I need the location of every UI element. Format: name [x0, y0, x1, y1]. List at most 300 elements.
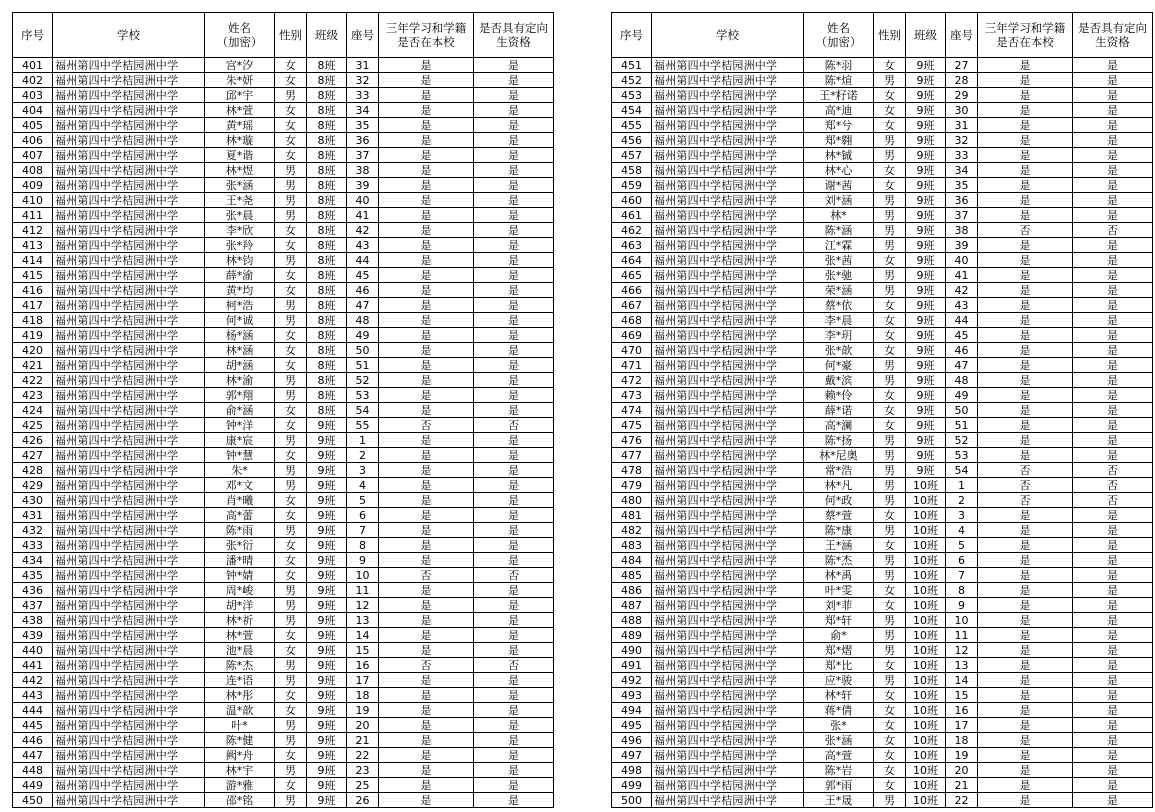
- cell-gender: 女: [874, 688, 906, 703]
- cell-enrolled: 是: [978, 133, 1073, 148]
- cell-qualified: 是: [474, 673, 554, 688]
- student-table-right: [611, 12, 1153, 808]
- cell-qualified: 是: [1073, 313, 1153, 328]
- cell-seat: 44: [946, 313, 978, 328]
- cell-enrolled: 是: [379, 133, 474, 148]
- cell-seat: 15: [946, 688, 978, 703]
- cell-gender: 女: [874, 298, 906, 313]
- cell-class: 9班: [307, 553, 347, 568]
- cell-class: 9班: [906, 403, 946, 418]
- cell-seat: 40: [946, 253, 978, 268]
- cell-seat: 1: [347, 433, 379, 448]
- table-row: [612, 103, 1153, 118]
- table-row: [13, 523, 554, 538]
- cell-school: 福州第四中学桔园洲中学: [652, 268, 804, 283]
- cell-name: 林*祈: [205, 613, 275, 628]
- cell-enrolled: 是: [978, 553, 1073, 568]
- cell-seq: 407: [13, 148, 53, 163]
- cell-qualified: 是: [1073, 193, 1153, 208]
- cell-qualified: 是: [1073, 103, 1153, 118]
- cell-seq: 443: [13, 688, 53, 703]
- cell-class: 8班: [307, 253, 347, 268]
- cell-qualified: 是: [474, 718, 554, 733]
- cell-gender: 男: [275, 433, 307, 448]
- cell-qualified: 是: [1073, 553, 1153, 568]
- cell-name: 陈*扬: [804, 433, 874, 448]
- cell-enrolled: 否: [379, 418, 474, 433]
- cell-name: 俞*涵: [205, 403, 275, 418]
- cell-qualified: 是: [1073, 718, 1153, 733]
- cell-school: 福州第四中学桔园洲中学: [652, 118, 804, 133]
- cell-seat: 49: [946, 388, 978, 403]
- cell-gender: 女: [874, 253, 906, 268]
- cell-enrolled: 是: [978, 703, 1073, 718]
- cell-enrolled: 是: [978, 118, 1073, 133]
- cell-class: 8班: [307, 58, 347, 73]
- cell-name: 林*煜: [205, 163, 275, 178]
- table-row: [13, 313, 554, 328]
- cell-enrolled: 否: [978, 223, 1073, 238]
- cell-class: 8班: [307, 118, 347, 133]
- cell-class: 9班: [906, 418, 946, 433]
- cell-qualified: 是: [1073, 583, 1153, 598]
- cell-enrolled: 是: [978, 163, 1073, 178]
- cell-name: 张*衍: [205, 538, 275, 553]
- cell-name: 何*诚: [205, 313, 275, 328]
- cell-qualified: 是: [1073, 358, 1153, 373]
- cell-seq: 476: [612, 433, 652, 448]
- cell-qualified: 是: [474, 268, 554, 283]
- cell-name: 林*心: [804, 163, 874, 178]
- cell-enrolled: 是: [379, 148, 474, 163]
- cell-school: 福州第四中学桔园洲中学: [652, 148, 804, 163]
- cell-seq: 474: [612, 403, 652, 418]
- table-row: [13, 298, 554, 313]
- cell-seat: 35: [347, 118, 379, 133]
- table-row: [13, 388, 554, 403]
- cell-school: 福州第四中学桔园洲中学: [652, 403, 804, 418]
- cell-seq: 479: [612, 478, 652, 493]
- cell-enrolled: 是: [978, 718, 1073, 733]
- cell-qualified: 是: [474, 628, 554, 643]
- cell-seat: 28: [946, 73, 978, 88]
- cell-name: 张*涵: [205, 178, 275, 193]
- cell-enrolled: 是: [379, 538, 474, 553]
- cell-enrolled: 否: [379, 568, 474, 583]
- cell-seq: 487: [612, 598, 652, 613]
- cell-seat: 46: [347, 283, 379, 298]
- cell-name: 林*禹: [804, 568, 874, 583]
- table-row: [612, 358, 1153, 373]
- header-gender: 性别: [275, 13, 307, 58]
- cell-gender: 女: [275, 103, 307, 118]
- cell-gender: 女: [275, 643, 307, 658]
- cell-class: 8班: [307, 313, 347, 328]
- cell-seq: 497: [612, 748, 652, 763]
- cell-seat: 8: [347, 538, 379, 553]
- table-row: [612, 433, 1153, 448]
- cell-seat: 55: [347, 418, 379, 433]
- cell-seat: 52: [946, 433, 978, 448]
- cell-gender: 女: [275, 688, 307, 703]
- cell-class: 9班: [906, 88, 946, 103]
- cell-enrolled: 是: [379, 523, 474, 538]
- cell-gender: 女: [275, 403, 307, 418]
- cell-name: 叶*雯: [804, 583, 874, 598]
- cell-seq: 410: [13, 193, 53, 208]
- cell-seat: 39: [347, 178, 379, 193]
- cell-seat: 16: [946, 703, 978, 718]
- cell-seq: 427: [13, 448, 53, 463]
- cell-qualified: 是: [1073, 373, 1153, 388]
- cell-enrolled: 是: [978, 103, 1073, 118]
- table-row: [13, 598, 554, 613]
- cell-seq: 405: [13, 118, 53, 133]
- cell-gender: 女: [275, 553, 307, 568]
- cell-qualified: 是: [1073, 433, 1153, 448]
- cell-qualified: 是: [1073, 688, 1153, 703]
- cell-school: 福州第四中学桔园洲中学: [652, 163, 804, 178]
- cell-seat: 11: [946, 628, 978, 643]
- cell-class: 9班: [307, 778, 347, 793]
- cell-name: 林*璇: [205, 133, 275, 148]
- cell-seat: 3: [347, 463, 379, 478]
- cell-enrolled: 是: [379, 388, 474, 403]
- cell-enrolled: 是: [978, 628, 1073, 643]
- cell-seat: 52: [347, 373, 379, 388]
- cell-name: 张*: [804, 718, 874, 733]
- cell-qualified: 是: [474, 328, 554, 343]
- cell-seat: 3: [946, 508, 978, 523]
- cell-seq: 489: [612, 628, 652, 643]
- cell-seat: 42: [946, 283, 978, 298]
- table-row: [13, 433, 554, 448]
- cell-school: 福州第四中学桔园洲中学: [53, 193, 205, 208]
- cell-school: 福州第四中学桔园洲中学: [652, 328, 804, 343]
- cell-gender: 女: [874, 508, 906, 523]
- table-row: [612, 748, 1153, 763]
- cell-school: 福州第四中学桔园洲中学: [652, 793, 804, 808]
- cell-seat: 45: [347, 268, 379, 283]
- table-row: [13, 673, 554, 688]
- cell-seat: 7: [347, 523, 379, 538]
- table-row: [13, 643, 554, 658]
- cell-gender: 女: [874, 658, 906, 673]
- cell-seat: 1: [946, 478, 978, 493]
- cell-seat: 12: [347, 598, 379, 613]
- cell-name: 张*茜: [804, 253, 874, 268]
- cell-class: 9班: [307, 643, 347, 658]
- cell-class: 10班: [906, 553, 946, 568]
- cell-school: 福州第四中学桔园洲中学: [53, 508, 205, 523]
- header-name: 姓名 （加密）: [804, 13, 874, 58]
- cell-qualified: 是: [474, 133, 554, 148]
- cell-class: 9班: [906, 73, 946, 88]
- cell-qualified: 否: [474, 418, 554, 433]
- cell-seat: 47: [347, 298, 379, 313]
- table-row: [612, 493, 1153, 508]
- cell-seat: 21: [946, 778, 978, 793]
- cell-seq: 435: [13, 568, 53, 583]
- table-row: [612, 208, 1153, 223]
- cell-enrolled: 是: [379, 688, 474, 703]
- cell-seat: 43: [946, 298, 978, 313]
- cell-enrolled: 否: [978, 463, 1073, 478]
- cell-class: 9班: [906, 253, 946, 268]
- cell-class: 8班: [307, 343, 347, 358]
- cell-seat: 37: [347, 148, 379, 163]
- cell-enrolled: 是: [978, 253, 1073, 268]
- header-qualified: 是否具有定向 生资格: [474, 13, 554, 58]
- cell-name: 蔡*萱: [804, 508, 874, 523]
- cell-seat: 5: [347, 493, 379, 508]
- cell-class: 8班: [307, 283, 347, 298]
- table-row: [612, 373, 1153, 388]
- cell-school: 福州第四中学桔园洲中学: [652, 673, 804, 688]
- cell-qualified: 否: [474, 658, 554, 673]
- header-enrolled: 三年学习和学籍 是否在本校: [379, 13, 474, 58]
- cell-qualified: 是: [1073, 448, 1153, 463]
- table-row: [13, 283, 554, 298]
- cell-school: 福州第四中学桔园洲中学: [652, 133, 804, 148]
- cell-school: 福州第四中学桔园洲中学: [53, 703, 205, 718]
- cell-seq: 455: [612, 118, 652, 133]
- cell-class: 10班: [906, 628, 946, 643]
- cell-class: 9班: [906, 118, 946, 133]
- cell-seat: 4: [946, 523, 978, 538]
- cell-school: 福州第四中学桔园洲中学: [53, 748, 205, 763]
- cell-qualified: 是: [474, 688, 554, 703]
- cell-name: 王*晟: [804, 793, 874, 808]
- cell-seat: 29: [946, 88, 978, 103]
- cell-seat: 37: [946, 208, 978, 223]
- table-row: [13, 508, 554, 523]
- cell-seat: 15: [347, 643, 379, 658]
- cell-name: 林*宇: [205, 763, 275, 778]
- table-row: [612, 583, 1153, 598]
- cell-school: 福州第四中学桔园洲中学: [53, 658, 205, 673]
- cell-name: 林*轩: [804, 688, 874, 703]
- cell-name: 陈*羽: [804, 58, 874, 73]
- cell-seq: 471: [612, 358, 652, 373]
- cell-class: 10班: [906, 613, 946, 628]
- table-row: [612, 673, 1153, 688]
- table-row: [612, 778, 1153, 793]
- table-row: [612, 253, 1153, 268]
- cell-class: 9班: [307, 508, 347, 523]
- cell-seat: 8: [946, 583, 978, 598]
- cell-name: 李*晨: [804, 313, 874, 328]
- cell-enrolled: 是: [379, 238, 474, 253]
- table-row: [13, 613, 554, 628]
- cell-school: 福州第四中学桔园洲中学: [652, 553, 804, 568]
- header-seq: 序号: [13, 13, 53, 58]
- cell-enrolled: 是: [978, 508, 1073, 523]
- cell-seq: 428: [13, 463, 53, 478]
- cell-gender: 女: [874, 88, 906, 103]
- cell-qualified: 是: [474, 793, 554, 808]
- table-row: [612, 688, 1153, 703]
- cell-name: 何*政: [804, 493, 874, 508]
- cell-class: 9班: [906, 283, 946, 298]
- cell-qualified: 是: [474, 643, 554, 658]
- cell-school: 福州第四中学桔园洲中学: [652, 253, 804, 268]
- cell-name: 陈*涵: [804, 223, 874, 238]
- cell-gender: 女: [874, 343, 906, 358]
- cell-enrolled: 是: [379, 373, 474, 388]
- cell-seq: 419: [13, 328, 53, 343]
- cell-school: 福州第四中学桔园洲中学: [652, 433, 804, 448]
- cell-class: 8班: [307, 388, 347, 403]
- cell-seat: 31: [946, 118, 978, 133]
- cell-class: 10班: [906, 478, 946, 493]
- cell-qualified: 是: [474, 583, 554, 598]
- cell-seat: 43: [347, 238, 379, 253]
- cell-enrolled: 是: [379, 208, 474, 223]
- cell-school: 福州第四中学桔园洲中学: [652, 88, 804, 103]
- table-row: [13, 418, 554, 433]
- cell-seq: 430: [13, 493, 53, 508]
- cell-enrolled: 是: [379, 298, 474, 313]
- cell-seat: 2: [946, 493, 978, 508]
- cell-class: 8班: [307, 133, 347, 148]
- cell-class: 10班: [906, 703, 946, 718]
- cell-seat: 12: [946, 643, 978, 658]
- cell-qualified: 否: [1073, 478, 1153, 493]
- cell-class: 9班: [307, 673, 347, 688]
- table-row: [612, 463, 1153, 478]
- cell-gender: 男: [275, 598, 307, 613]
- cell-name: 邱*宇: [205, 88, 275, 103]
- cell-school: 福州第四中学桔园洲中学: [53, 778, 205, 793]
- table-row: [13, 778, 554, 793]
- cell-qualified: 是: [1073, 418, 1153, 433]
- cell-seat: 7: [946, 568, 978, 583]
- cell-enrolled: 是: [379, 223, 474, 238]
- cell-enrolled: 是: [379, 718, 474, 733]
- cell-name: 王*尧: [205, 193, 275, 208]
- table-row: [612, 643, 1153, 658]
- cell-qualified: 是: [1073, 88, 1153, 103]
- cell-seat: 21: [347, 733, 379, 748]
- table-row: [13, 238, 554, 253]
- cell-class: 9班: [307, 748, 347, 763]
- cell-enrolled: 是: [379, 673, 474, 688]
- cell-qualified: 是: [474, 283, 554, 298]
- cell-gender: 男: [275, 193, 307, 208]
- cell-gender: 女: [275, 508, 307, 523]
- table-row: [13, 118, 554, 133]
- cell-seq: 417: [13, 298, 53, 313]
- cell-school: 福州第四中学桔园洲中学: [652, 703, 804, 718]
- cell-class: 10班: [906, 643, 946, 658]
- header-class: 班级: [307, 13, 347, 58]
- cell-school: 福州第四中学桔园洲中学: [652, 73, 804, 88]
- cell-enrolled: 是: [978, 793, 1073, 808]
- cell-name: 肖*曦: [205, 493, 275, 508]
- cell-seat: 5: [946, 538, 978, 553]
- cell-school: 福州第四中学桔园洲中学: [53, 343, 205, 358]
- cell-enrolled: 是: [379, 463, 474, 478]
- cell-gender: 女: [275, 283, 307, 298]
- cell-qualified: 是: [474, 103, 554, 118]
- cell-gender: 女: [874, 403, 906, 418]
- cell-name: 江*霖: [804, 238, 874, 253]
- cell-name: 潘*晴: [205, 553, 275, 568]
- cell-seat: 49: [347, 328, 379, 343]
- table-row: [13, 733, 554, 748]
- cell-seq: 420: [13, 343, 53, 358]
- cell-enrolled: 是: [978, 403, 1073, 418]
- cell-qualified: 是: [474, 598, 554, 613]
- cell-seat: 6: [347, 508, 379, 523]
- table-row: [612, 613, 1153, 628]
- cell-qualified: 是: [474, 763, 554, 778]
- cell-qualified: 是: [1073, 568, 1153, 583]
- cell-school: 福州第四中学桔园洲中学: [53, 433, 205, 448]
- cell-school: 福州第四中学桔园洲中学: [53, 208, 205, 223]
- cell-class: 9班: [906, 193, 946, 208]
- cell-seq: 480: [612, 493, 652, 508]
- cell-qualified: 是: [1073, 523, 1153, 538]
- table-row: [612, 238, 1153, 253]
- cell-class: 9班: [307, 583, 347, 598]
- cell-seat: 53: [946, 448, 978, 463]
- cell-name: 胡*涵: [205, 358, 275, 373]
- cell-gender: 男: [874, 628, 906, 643]
- cell-class: 9班: [307, 433, 347, 448]
- cell-enrolled: 是: [978, 283, 1073, 298]
- cell-seq: 403: [13, 88, 53, 103]
- cell-class: 9班: [906, 328, 946, 343]
- cell-name: 王*籽诺: [804, 88, 874, 103]
- cell-gender: 男: [275, 733, 307, 748]
- table-row: [13, 403, 554, 418]
- table-row: [612, 448, 1153, 463]
- cell-name: 戴*滨: [804, 373, 874, 388]
- cell-class: 10班: [906, 493, 946, 508]
- cell-class: 10班: [906, 733, 946, 748]
- cell-seq: 402: [13, 73, 53, 88]
- cell-gender: 女: [874, 703, 906, 718]
- cell-qualified: 是: [1073, 178, 1153, 193]
- cell-qualified: 是: [474, 193, 554, 208]
- cell-gender: 女: [874, 328, 906, 343]
- cell-seat: 6: [946, 553, 978, 568]
- cell-name: 高*蕾: [205, 508, 275, 523]
- cell-seq: 467: [612, 298, 652, 313]
- cell-enrolled: 是: [978, 73, 1073, 88]
- cell-school: 福州第四中学桔园洲中学: [652, 358, 804, 373]
- table-row: [612, 343, 1153, 358]
- cell-school: 福州第四中学桔园洲中学: [53, 763, 205, 778]
- cell-seat: 13: [946, 658, 978, 673]
- cell-class: 9班: [307, 733, 347, 748]
- table-row: [13, 718, 554, 733]
- cell-gender: 女: [874, 58, 906, 73]
- cell-class: 9班: [906, 58, 946, 73]
- table-row: [13, 148, 554, 163]
- table-row: [13, 358, 554, 373]
- table-row: [13, 133, 554, 148]
- cell-school: 福州第四中学桔园洲中学: [652, 718, 804, 733]
- cell-enrolled: 是: [379, 103, 474, 118]
- cell-school: 福州第四中学桔园洲中学: [53, 418, 205, 433]
- cell-gender: 女: [874, 418, 906, 433]
- table-row: [13, 178, 554, 193]
- cell-seq: 415: [13, 268, 53, 283]
- cell-qualified: 是: [474, 148, 554, 163]
